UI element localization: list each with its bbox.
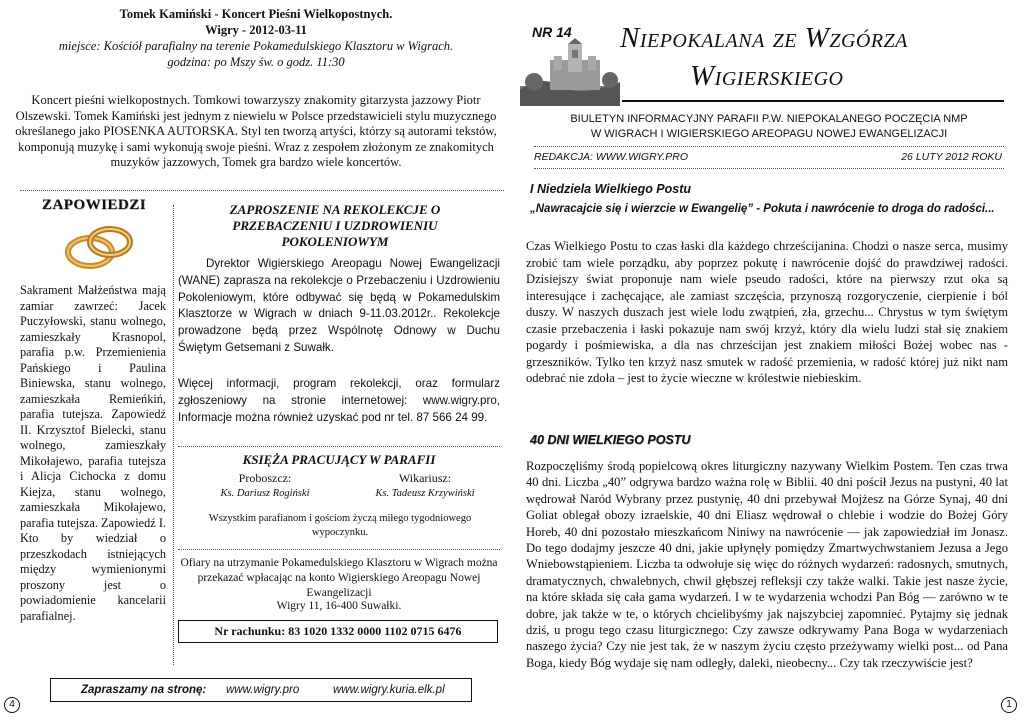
concert-date: Wigry - 2012-03-11 [205,23,307,37]
page-number-right: 1 [1001,697,1017,713]
priest-role: Wikariusz: [398,471,452,485]
concert-header [14,6,498,70]
rekolekcje-p2: Więcej informacji, program rekolekcji, oraz formularz zgłoszeniowy na stronie internetowej: www.wigry.pro, Informacje można również uzyskać pod nr tel. 87 566 24 99. [178,377,500,424]
subtitle-line2: W WIGRACH I WIGIERSKIEGO AREOPAGU NOWEJ EWANGELIZACJI [590,128,948,140]
concert-time: godzina: po Mszy św. o godz. 11:30 [167,55,345,69]
priests-wishes: Wszystkim parafianom i gościom życzą miłego tygodniowego wypoczynku. [208,513,472,538]
priest-vicar [350,470,500,502]
offerings-text: Ofiary na utrzymanie Pokamedulskiego Klasztoru w Wigrach można przekazać wpłacając na konto Wigierskiego Areopagu Nowej Ewangelizacji [180,557,498,599]
masthead-title-line2: Wigierskiego [690,60,844,92]
concert-title: Tomek Kamiński - Koncert Pieśni Wielkopostnych. [119,7,393,21]
footer-link-wigry[interactable]: www.wigry.pro [226,684,300,696]
priest-name: Ks. Dariusz Rogiński [220,488,310,499]
concert-place: miejsce: Kościół parafialny na terenie Pokamedulskiego Klasztoru w Wigrach. [58,39,454,53]
lent-heading: I Niedziela Wielkiego Postu [530,182,692,196]
wedding-rings-icon [60,220,140,274]
footer-invite: Zapraszamy na stronę: [81,684,207,696]
page-number-left: 4 [4,697,20,713]
offerings-address: Wigry 11, 16-400 Suwałki. [276,600,402,612]
divider [534,146,1004,147]
divider [178,549,500,550]
divider [178,446,500,447]
zapowiedzi-section [20,197,168,274]
column-divider [173,205,174,665]
masthead-rule [622,100,1004,102]
priest-role: Proboszcz: [238,471,292,485]
footer-links-box [50,678,472,702]
issue-date: 26 LUTY 2012 ROKU [901,151,1002,163]
priest-name: Ks. Tadeusz Krzywiński [375,488,475,499]
forty-days-body: Rozpoczęliśmy środą popielcową okres liturgiczny nazywany Wielkim Postem. Ten czas trwa 40 dni. Liczba „40” odgrywa bardzo ważna rolę w Biblii. 40 dni pościł Jezus na pustyni, 40 lat wędrował Naród Wybrany przez pustynię, 40 dni przebywał Mojżesz na Górze Synaj, 40 dni Goliat oblegał obozy izraelskie, 40 dni Eliasz wędrował o chlebie i wodzie do Bożej Góry Horeb, 40 dni pozostało mieszkańcom Niniwy na nawrócenie — jak zapowiedział im Jonasz. Do tego dodajmy jeszcze 40 dni, jakie upłynęły pomiędzy Zmartwychwstaniem Jezusa a Jego Wniebowstąpieniem. Liczba ta odwołuje się więc do różnych wydarzeń: radosnych, smutnych, dramatycznych, chwalebnych, chwil głębszej refleksji czy także walki. Takie jest nasze życie, na które składa się cała gama wydarzeń. I w te wydarzenia wchodzi Pan Bóg — zarówno w te dobre, jak także w te, o których chcielibyśmy jak najszybciej zapomnieć. Pytajmy się jednak dziś, u progu tego czasu liturgicznego: Czy zawsze odkrywamy Pana Boga w wydarzeniach naszego życia? Czy nie jest tak, że w naszym życiu często przeżywamy wielki post... od Pana Boga, kiedy Bóg wydaje się nam odległy, daleki, nieobecny... Czy tak rzeczywiście jest? [526,459,1008,670]
zapowiedzi-heading: ZAPOWIEDZI [41,197,147,213]
priest-pastor [190,470,340,502]
church-photo-icon [520,38,620,106]
priests-heading: KSIĘŻA PRACUJĄCY W PARAFII [242,452,436,467]
divider [20,190,504,191]
rekolekcje-p1: Dyrektor Wigierskiego Areopagu Nowej Ewangelizacji (WANE) zaprasza na rekolekcje o Przebaczeniu i Uzdrowieniu Pokoleniowym, które odbywać się będą w Pokamedulskim Klasztorze w Wigrach w dniach 9-11.03.2012r.. Rekolekcje prowadzone będą przez Wspólnotę Odnowy w Duchu Świętym Getsemani z Suwałk. [178,257,500,354]
bank-account-box: Nr rachunku: 83 1020 1332 0000 1102 0715 6476 [178,620,498,643]
lent-body: Czas Wielkiego Postu to czas łaski dla każdego chrześcijanina. Chodzi o nasze serca, musimy zrobić tam wiele porządku, aby poprzez pokutę i nawrócenie dojść do prawdziwej radości. Dzisiejszy świat proponuje nam wiele pseudo radości, które na pierwszy rzut oka są interesujące i zachęcające, ale zamiast szczęścia, przynoszą rozgoryczenie, cierpienie i ból duszy. W naszych duszach jest wiele lodu zwątpień, zła, grzechu... Chrystus w tym świętym czasie przebaczenia i łaski pokazuje nam swój krzyż, który dla wielu ludzi stał się znakiem pogardy i pośmiewiska, a dla nas chrześcijan jest znakiem miłości Bożej wobec nas - grzeszników. Tylko ten krzyż nasz smutek w radość przemienia, w radość której już nikt nam odebrać nie zdoła – jest to życie wieczne w królestwie niebieskim. [526,239,1008,385]
divider [534,168,1004,169]
masthead-title-line1: Niepokalana ze Wzgórza [620,22,908,54]
lent-quote: „Nawracajcie się i wierzcie w Ewangelię” - Pokuta i nawrócenie to droga do radości... [530,203,995,215]
issue-number: NR 14 [532,24,572,40]
concert-body: Koncert pieśni wielkopostnych. Tomkowi towarzyszy znakomity gitarzysta jazzowy Piotr Olszewski. Tomek Kamiński jest jednym z niewielu w Polsce przedstawicieli stylu muzycznego określanego jako PIOSENKA AUTORSKA. Styl ten tworzą artyści, którzy są autorami tekstów, komponują muzykę i sami wykonują swoje pieśni. Wraz z zespołem złożonym ze znakomitych muzyków jazzowych, Tomek gra bardzo wiele koncertów. [15,93,497,169]
forty-days-heading: 40 DNI WIELKIEGO POSTU [530,433,691,447]
zapowiedzi-body: Sakrament Małżeństwa mają zamiar zawrzeć: Jacek Puczyłowski, stanu wolnego, zamieszkały Krasnopol, parafia p.w. Przemienienia Pańskiego i Paulina Biniewska, stanu wolnego, zamieszkała Remieńkiń, parafia tutejsza. Zapowiedź II. Krzysztof Bielecki, stanu wolnego, zamieszkały Mikołajewo, parafia tutejsza i Alicja Cichocka z domu Kiejza, stanu wolnego, zamieszkała Mikołajewo, parafia tutejsza. Zapowiedź I. Kto by wiedział o przeszkodach istniejących między wymienionymi proszony jest o powiadomienie kancelarii parafialnej. [20,283,166,623]
subtitle-line1: BIULETYN INFORMACYJNY PARAFII P.W. NIEPOKALANEGO POCZĘCIA NMP [570,113,968,125]
masthead-subtitle [534,112,1004,142]
rekolekcje-heading: ZAPROSZENIE NA REKOLEKCJE O PRZEBACZENIU I UZDROWIENIU POKOLENIOWYM [229,202,441,249]
footer-link-kuria[interactable]: www.wigry.kuria.elk.pl [333,684,445,696]
editorial-label: REDAKCJA: WWW.WIGRY.PRO [534,151,689,163]
